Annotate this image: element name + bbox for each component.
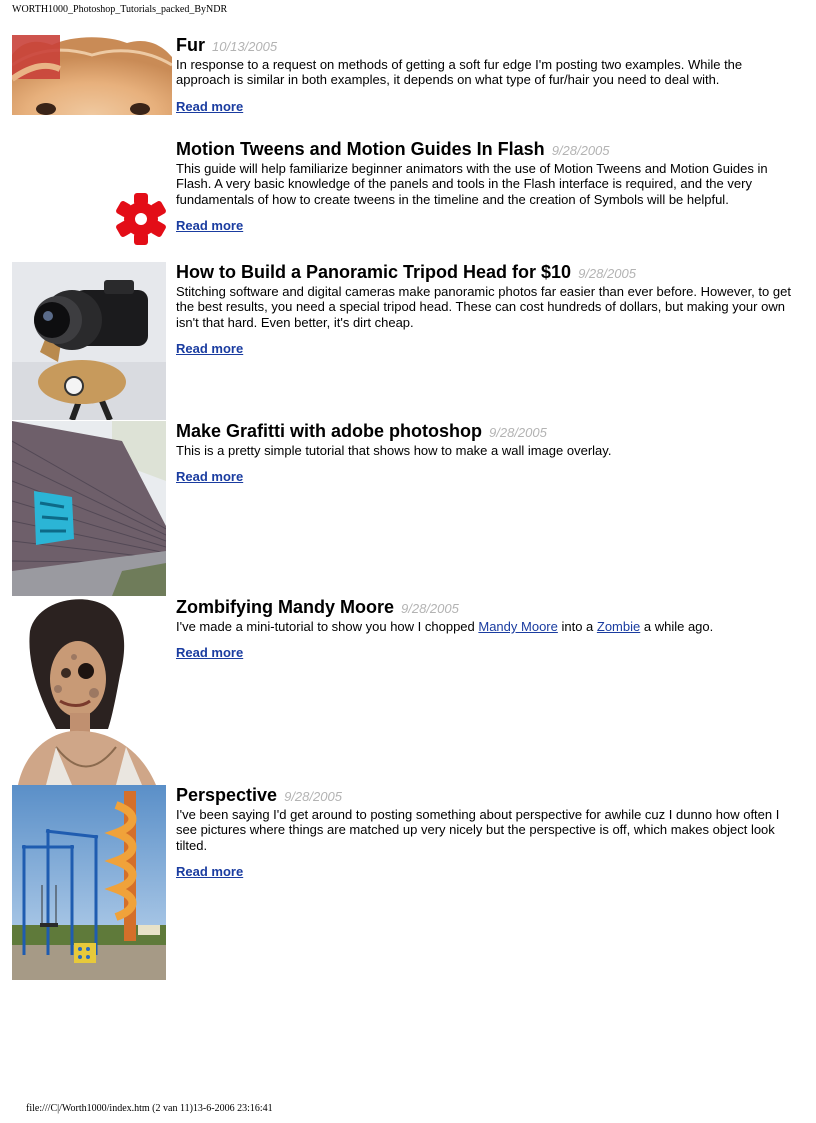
desc-text: a while ago.	[640, 619, 714, 634]
mandy-moore-link[interactable]: Mandy Moore	[478, 619, 558, 634]
red-gear-icon[interactable]	[116, 191, 166, 247]
entry-date: 10/13/2005	[212, 39, 278, 54]
fur-photo[interactable]	[12, 35, 172, 115]
zombie-link[interactable]: Zombie	[596, 619, 641, 634]
entry-description: I've been saying I'd get around to posting something about perspective for awhile cuz I dunno how often I see pictures where things are matched up very nicely but the perspective is off, which makes object look tilted.	[176, 807, 780, 853]
playground-photo[interactable]	[12, 785, 166, 980]
entry-description: Stitching software and digital cameras make panoramic photos far easier than ever before. However, to get the best results, you need a special tripod head. These can cost hundreds of dollars, but making your own isn't that hard. Even better, it's dirt cheap.	[176, 284, 791, 330]
entry-title[interactable]	[176, 139, 796, 161]
read-more-link[interactable]: Read more	[176, 217, 244, 233]
desc-text: I've made a mini-tutorial to show you how I chopped	[176, 619, 479, 634]
entry-description: This is a pretty simple tutorial that shows how to make a wall image overlay.	[176, 443, 612, 458]
entry-date: 9/28/2005	[551, 143, 610, 158]
entry-date: 9/28/2005	[401, 601, 459, 616]
entry-title[interactable]	[176, 262, 796, 284]
entry-description	[176, 619, 796, 634]
page-header: WORTH1000_Photoshop_Tutorials_packed_ByNDR	[12, 4, 228, 15]
camera-tripod-photo[interactable]	[12, 262, 166, 420]
entry-title[interactable]	[176, 421, 796, 443]
read-more-link[interactable]: Read more	[176, 469, 244, 485]
entry-title-text[interactable]: Fur	[176, 35, 205, 55]
entry-date: 9/28/2005	[578, 266, 636, 281]
read-more-link[interactable]: Read more	[176, 863, 244, 879]
desc-text: into a	[557, 619, 597, 634]
entry-title[interactable]	[176, 597, 796, 619]
entry-date: 9/28/2005	[489, 425, 547, 440]
entry-title-text[interactable]: Make Grafitti with adobe photoshop	[176, 421, 482, 441]
read-more-link[interactable]: Read more	[176, 98, 244, 114]
entry-title[interactable]	[176, 35, 796, 57]
entry-body	[176, 139, 796, 235]
entry-description: In response to a request on methods of getting a soft fur edge I'm posting two examples. While the approach is similar in both examples, it depends on what type of fur/hair you need to deal with.	[176, 57, 743, 88]
page-footer: file:///C|/Worth1000/index.htm (2 van 11)13-6-2006 23:16:41	[26, 1103, 273, 1114]
read-more-link[interactable]: Read more	[176, 340, 244, 356]
entry-body	[176, 785, 796, 881]
entry-description: This guide will help familiarize beginner animators with the use of Motion Tweens and Motion Guides in Flash. A very basic knowledge of the panels and tools in the Flash interface is required, and the very fundamentals of how to create tweens in the timeline and the creation of Symbols will be helpful.	[176, 161, 768, 207]
entry-title[interactable]	[176, 785, 796, 807]
entry-body	[176, 262, 796, 358]
entry-body	[176, 35, 796, 116]
entry-title-text[interactable]: Perspective	[176, 785, 278, 805]
read-more-link[interactable]: Read more	[176, 645, 244, 661]
entry-title-text[interactable]: Motion Tweens and Motion Guides In Flash	[176, 139, 545, 159]
zombie-portrait-photo[interactable]	[16, 597, 172, 785]
entry-body	[176, 597, 796, 662]
entry-date: 9/28/2005	[284, 789, 342, 804]
entry-title-text[interactable]: How to Build a Panoramic Tripod Head for $10	[176, 262, 572, 282]
entry-title-text[interactable]: Zombifying Mandy Moore	[176, 597, 394, 617]
brick-wall-photo[interactable]	[12, 421, 166, 596]
entry-body	[176, 421, 796, 486]
